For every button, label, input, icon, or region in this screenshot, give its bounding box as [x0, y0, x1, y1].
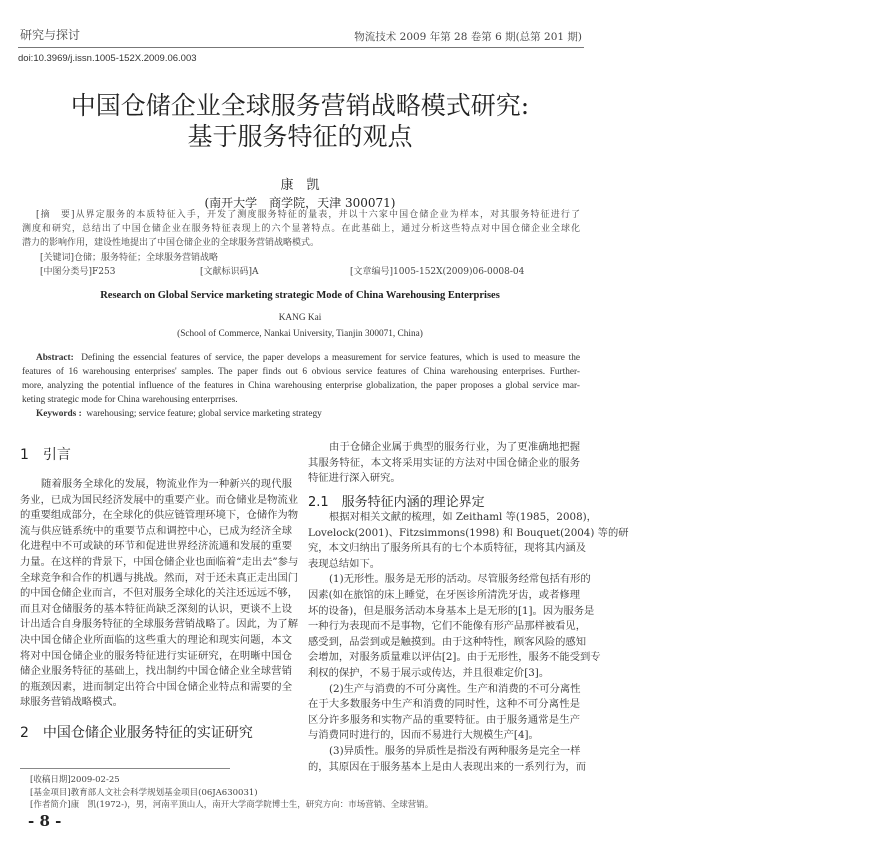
text-line: 区分许多服务和实物产品的重要特征。由于服务通常是生产: [308, 713, 580, 726]
text-line: 与消费同时进行的，因而不易进行大规模生产[4]。: [308, 729, 539, 742]
keywords-text: warehousing; service feature; global service marketing strategy: [86, 409, 322, 419]
chinese-abstract: [22, 208, 580, 251]
abstract-line: 潜力的影响作用，建设性地提出了中国仓储企业的全球服务营销战略模式。: [22, 238, 320, 249]
abstract-label: Abstract:: [36, 353, 74, 363]
text-line: 务业，已成为国民经济发展中的重要产业。而仓储业是物流业: [20, 493, 299, 506]
text-line: 坏的设备)，但是服务活动本身基本上是无形的[1]。因为服务是: [308, 604, 595, 617]
text-line: 计出适合自身服务特征的全球服务营销战略了。因此，为了解: [20, 618, 299, 631]
text-line: 的中国仓储企业而言，不但对服务全球化的关注还远远不够，: [20, 587, 299, 600]
text-line: Lovelock(2001)、Fitzsimmons(1998) 和 Bouquet(2004) 等的研: [308, 526, 629, 539]
text-line: 一种行为表现而不是事物，它们不能像有形产品那样被看见，: [308, 620, 587, 633]
text-line: 将对中国仓储企业的服务特征进行实证研究，在明晰中国仓: [20, 649, 292, 662]
title-line-2: 基于服务特征的观点: [187, 122, 413, 151]
text-line: 的重要组成部分，在全球化的供应链管理环境下，仓储作为物: [20, 509, 299, 522]
running-header-section: 研究与探讨: [20, 28, 81, 42]
text-line: 在于大多数服务中生产和消费的同时性，这种不可分离性是: [308, 698, 580, 711]
section-2-1-body: [308, 510, 629, 775]
running-header-journal: 物流技术 2009 年第 28 卷第 6 期(总第 201 期): [354, 31, 582, 43]
text-line: (3)异质性。服务的异质性是指没有两种服务是完全一样: [329, 744, 581, 757]
english-author: KANG Kai: [278, 313, 322, 323]
header-divider: [18, 47, 584, 48]
abstract-line: 测度和研究，总结出了中国仓储企业在服务特征表现上的六个显著特点。在此基础上，通过分析这些特点对中国仓储企业全球化: [22, 224, 580, 235]
text-line: (2)生产与消费的不可分离性。生产和消费的不可分离性: [329, 682, 581, 695]
text-line: 特征进行深入研究。: [308, 472, 401, 485]
section-2-1-heading: 2.1 服务特征内涵的理论界定: [308, 495, 485, 510]
text-line: 利权的保护，不易于展示或传达，并且很难定价[3]。: [308, 666, 550, 679]
text-line: 全球竞争和合作的机遇与挑战。然而，对于还未真正走出国门: [20, 571, 299, 584]
text-line: 储企业服务特征的基础上，找出制约中国仓储企业全球营销: [20, 665, 292, 678]
english-title: Research on Global Service marketing strategic Mode of China Warehousing Enterprises: [100, 290, 500, 301]
document-code: [文献标识码]A: [200, 267, 259, 277]
keywords-label: Keywords :: [36, 409, 82, 419]
footnote-author: [作者简介]康 凯(1972-)，男，河南平顶山人，南开大学商学院博士生，研究方向：市场营销、全球营销。: [30, 800, 434, 810]
author: 康 凯: [280, 178, 320, 193]
abstract-line: keting strategic mode for China warehousing enterprrises.: [22, 395, 238, 405]
abstract-text: Defining the essencial features of service, the paper develops a measurement for service features, which is used to measure the: [81, 353, 580, 363]
english-affiliation: (School of Commerce, Nankai University, Tianjin 300071, China): [177, 329, 423, 339]
footnotes: [30, 774, 433, 812]
affiliation: (南开大学 商学院，天津 300071): [204, 196, 396, 210]
text-line: 化进程中不可或缺的环节和促进世界经济流通和发展的重要: [20, 540, 292, 553]
chinese-keywords: [关键词]仓储；服务特征；全球服务营销战略: [40, 253, 219, 263]
abstract-line: more, analyzing the potential influence of the features in China warehousing enterprise globalization, the paper proposes a global service mar-: [22, 381, 580, 391]
text-line: 根据对相关文献的梳理，如 Zeithaml 等(1985，2008)，: [329, 511, 597, 523]
text-line: 表现总结如下。: [308, 557, 381, 570]
text-line: (1)无形性。服务是无形的活动。尽管服务经常包括有形的: [329, 573, 591, 586]
english-keywords: [22, 407, 580, 421]
text-line: 究，本文归纳出了服务所具有的七个本质特征，现将其内涵及: [308, 542, 587, 555]
text-line: 流与供应链系统中的重要节点和调控中心，已成为经济全球: [20, 524, 292, 537]
page-number: - 8 -: [28, 812, 62, 830]
doi: doi:10.3969/j.issn.1005-152X.2009.06.003: [18, 53, 197, 64]
footnote-fund: [基金项目]教育部人文社会科学规划基金项目(06JA630031): [30, 787, 258, 798]
text-line: 会增加，对服务质量难以评估[2]。由于无形性，服务不能受到专: [308, 651, 601, 664]
text-line: 决中国仓储企业所面临的这些重大的理论和现实问题，本文: [20, 633, 292, 646]
text-line: 而且对仓储服务的基本特征尚缺乏深刻的认识，更谈不上设: [20, 602, 292, 615]
abstract-line: features of 16 warehousing enterprises' samples. The paper finds out 6 obvious service features of China warehousing enterprises. Further-: [22, 367, 580, 377]
english-abstract: [22, 351, 580, 421]
section-1-heading: 1 引言: [20, 447, 71, 463]
section-2-intro: [308, 440, 580, 487]
text-line: 由于仓储企业属于典型的服务行业，为了更准确地把握: [329, 441, 580, 453]
abstract-line: [摘 要]从界定服务的本质特征入手，开发了测度服务特征的量表，并以十六家中国仓储企业为样本，对其服务特征进行了: [36, 210, 580, 220]
abstract-line: [22, 351, 580, 365]
text-line: 力量。在这样的背景下，中国仓储企业也面临着“走出去”参与: [20, 555, 299, 568]
text-line: 感受到，品尝到或是触摸到。由于这种特性，顾客风险的感知: [308, 635, 587, 648]
text-line: 球服务营销战略模式。: [20, 696, 123, 709]
text-line: 的瓶颈因素，进而制定出符合中国仓储企业特点和需要的全: [20, 680, 292, 693]
section-1-body: [20, 477, 299, 711]
classification-number: [中图分类号]F253: [40, 267, 116, 277]
footnote-received: [收稿日期]2009-02-25: [30, 775, 120, 785]
footnote-divider: [20, 768, 230, 769]
text-line: 随着服务全球化的发展，物流业作为一种新兴的现代服: [41, 478, 292, 490]
section-2-heading: 2 中国仓储企业服务特征的实证研究: [20, 725, 253, 741]
text-line: 其服务特征，本文将采用实证的方法对中国仓储企业的服务: [308, 456, 580, 469]
title-line-1: 中国仓储企业全球服务营销战略模式研究:: [70, 91, 530, 120]
text-line: 的，其原因在于服务基本上是由人表现出来的一系列行为，而: [308, 760, 587, 773]
text-line: 因素(如在旅馆的床上睡觉，在牙医诊所清洗牙齿，或者修理: [308, 588, 580, 601]
article-number: [文章编号]1005-152X(2009)06-0008-04: [350, 267, 525, 277]
